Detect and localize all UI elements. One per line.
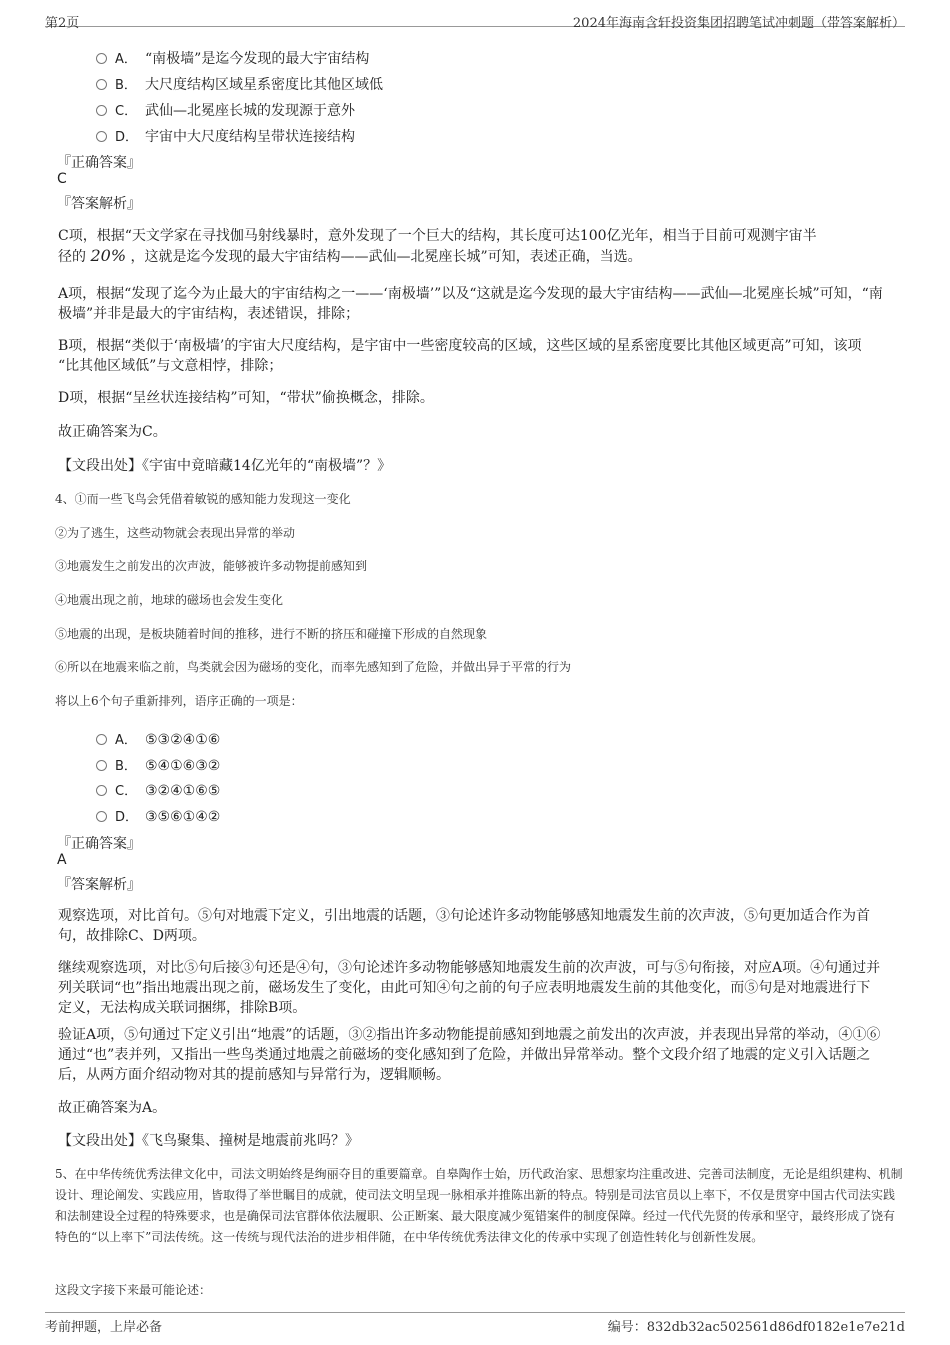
analysis-label: 『答案解析』 [57, 877, 141, 893]
q4-stem-line: ③地震发生之前发出的次声波，能够被许多动物提前感知到 [55, 559, 368, 573]
q4-option-c[interactable]: C． ③②④①⑥⑤ [96, 780, 220, 799]
radio-icon[interactable] [96, 734, 107, 745]
radio-icon[interactable] [96, 79, 107, 90]
q4-option-a[interactable]: A． ⑤③②④①⑥ [96, 729, 220, 748]
radio-icon[interactable] [96, 785, 107, 796]
q4-stem-line: ⑤地震的出现，是板块随着时间的推移，进行不断的挤压和碰撞下形成的自然现象 [55, 627, 488, 641]
q4-stem-line: ④地震出现之前，地球的磁场也会发生变化 [55, 593, 284, 607]
analysis-paragraph-1: 观察选项，对比首句。⑤句对地震下定义，引出地震的话题，③句论述许多动物能够感知地震发生前的次声波，⑤句更加适合作为首句，故排除C、D两项。 [58, 908, 870, 944]
q3-option-d[interactable]: D． 宇宙中大尺度结构呈带状连接结构 [96, 126, 355, 146]
radio-icon[interactable] [96, 105, 107, 116]
q5-question-prompt: 这段文字接下来最可能论述： [55, 1283, 212, 1297]
source-citation: 【文段出处】《宇宙中竟暗藏14亿光年的“南极墙”？》 [58, 458, 392, 474]
q4-stem-line: 4、①而一些飞鸟会凭借着敏锐的感知能力发现这一变化 [55, 492, 351, 506]
analysis-paragraph-3: 验证A项，⑤句通过下定义引出“地震”的话题，③②指出许多动物能提前感知到地震之前发出的次声波，并表现出异常的举动，④①⑥通过“也”表并列，又指出一些鸟类通过地震之前磁场的变化感知到了危险，并做出异常举动。整个文段介绍了地震的定义引入话题之后，从两方面介绍动物对其的提前感知与异常行为，逻辑顺畅。 [58, 1027, 881, 1083]
analysis-paragraph-2: 继续观察选项，对比⑤句后接③句还是④句，③句论述许多动物能够感知地震发生前的次声波，可与⑤句衔接，对应A项。④句通过并列关联词“也”指出地震出现之前，磁场发生了变化，由此可知④句之前的句子应表明地震发生前的其他变化，而⑤句是对地震进行下定义，无法构成关联词捆绑，排除B项。 [58, 960, 881, 1016]
q4-option-b[interactable]: B． ⑤④①⑥③② [96, 755, 220, 774]
q3-option-c[interactable]: C． 武仙—北冕座长城的发现源于意外 [96, 100, 355, 120]
analysis-paragraph-c: C项，根据“天文学家在寻找伽马射线暴时，意外发现了一个巨大的结构，其长度可达100亿光年，相当于目前可观测宇宙半 径的 20% ，这就是迄今发现的最大宇宙结构——武仙—北冕座长城”可知，表述正确，当选。 [58, 228, 817, 265]
conclusion: 故正确答案为A。 [58, 1100, 167, 1116]
document-id: 编号：832db32ac502561d86df0182e1e7e21d [607, 1320, 905, 1335]
radio-icon[interactable] [96, 760, 107, 771]
radio-icon[interactable] [96, 53, 107, 64]
page-footer [45, 1312, 905, 1343]
conclusion: 故正确答案为C。 [58, 424, 167, 440]
answer-label: 『正确答案』 [57, 836, 141, 852]
page-header [45, 0, 905, 31]
answer-value: C [57, 171, 67, 187]
analysis-paragraph-b: B项，根据“类似于‘南极墙’的宇宙大尺度结构，是宇宙中一些密度较高的区域，这些区域的星系密度要比其他区域更高”可知，该项 “比其他区域低”与文意相悖，排除； [58, 338, 862, 374]
radio-icon[interactable] [96, 131, 107, 142]
analysis-paragraph-d: D项，根据“呈丝状连接结构”可知，“带状”偷换概念，排除。 [58, 390, 434, 406]
analysis-label: 『答案解析』 [57, 196, 141, 212]
page-number: 第2页 [45, 16, 80, 31]
answer-value: A [57, 852, 67, 868]
analysis-paragraph-a: A项，根据“发现了迄今为止最大的宇宙结构之一——‘南极墙’”以及“这就是迄今发现的最大宇宙结构——武仙—北冕座长城”可知，“南极墙”并非是最大的宇宙结构，表述错误，排除； [58, 286, 883, 322]
answer-label: 『正确答案』 [57, 155, 141, 171]
q4-option-d[interactable]: D． ③⑤⑥①④② [96, 806, 220, 825]
q4-question-prompt: 将以上6个句子重新排列，语序正确的一项是： [55, 694, 303, 708]
footer-slogan: 考前押题，上岸必备 [45, 1320, 163, 1335]
q4-stem-line: ⑥所以在地震来临之前，鸟类就会因为磁场的变化，而率先感知到了危险，并做出异于平常的行为 [55, 660, 572, 674]
document-title: 2024年海南含轩投资集团招聘笔试冲刺题（带答案解析） [572, 16, 905, 31]
q3-option-b[interactable]: B． 大尺度结构区域星系密度比其他区域低 [96, 74, 383, 94]
source-citation: 【文段出处】《飞鸟聚集、撞树是地震前兆吗？》 [58, 1133, 359, 1149]
q5-stem: 5、在中华传统优秀法律文化中，司法文明始终是绚丽夺目的重要篇章。自皋陶作士始，历代政治家、思想家均注重改进、完善司法制度，无论是组织建构、机制设计、理论阐发、实践应用，皆取得了举世瞩目的成就，使司法文明呈现一脉相承并推陈出新的特点。特别是司法官员以上率下，不仅是贯穿中国古代司法实践和法制建设全过程的特殊要求，也是确保司法官群体依法履职、公正断案、最大限度减少冤错案件的制度保障。经过一代代先贤的传承和坚守，最终形成了饶有特色的“以上率下”司法传统。这一传统与现代法治的进步相伴随，在中华传统优秀法律文化的传承中实现了创造性转化与创新性发展。 [55, 1167, 903, 1244]
percent-value: 20% [90, 246, 127, 265]
radio-icon[interactable] [96, 811, 107, 822]
q3-option-a[interactable]: A． “南极墙”是迄今发现的最大宇宙结构 [96, 48, 369, 68]
q4-stem-line: ②为了逃生，这些动物就会表现出异常的举动 [55, 526, 296, 540]
